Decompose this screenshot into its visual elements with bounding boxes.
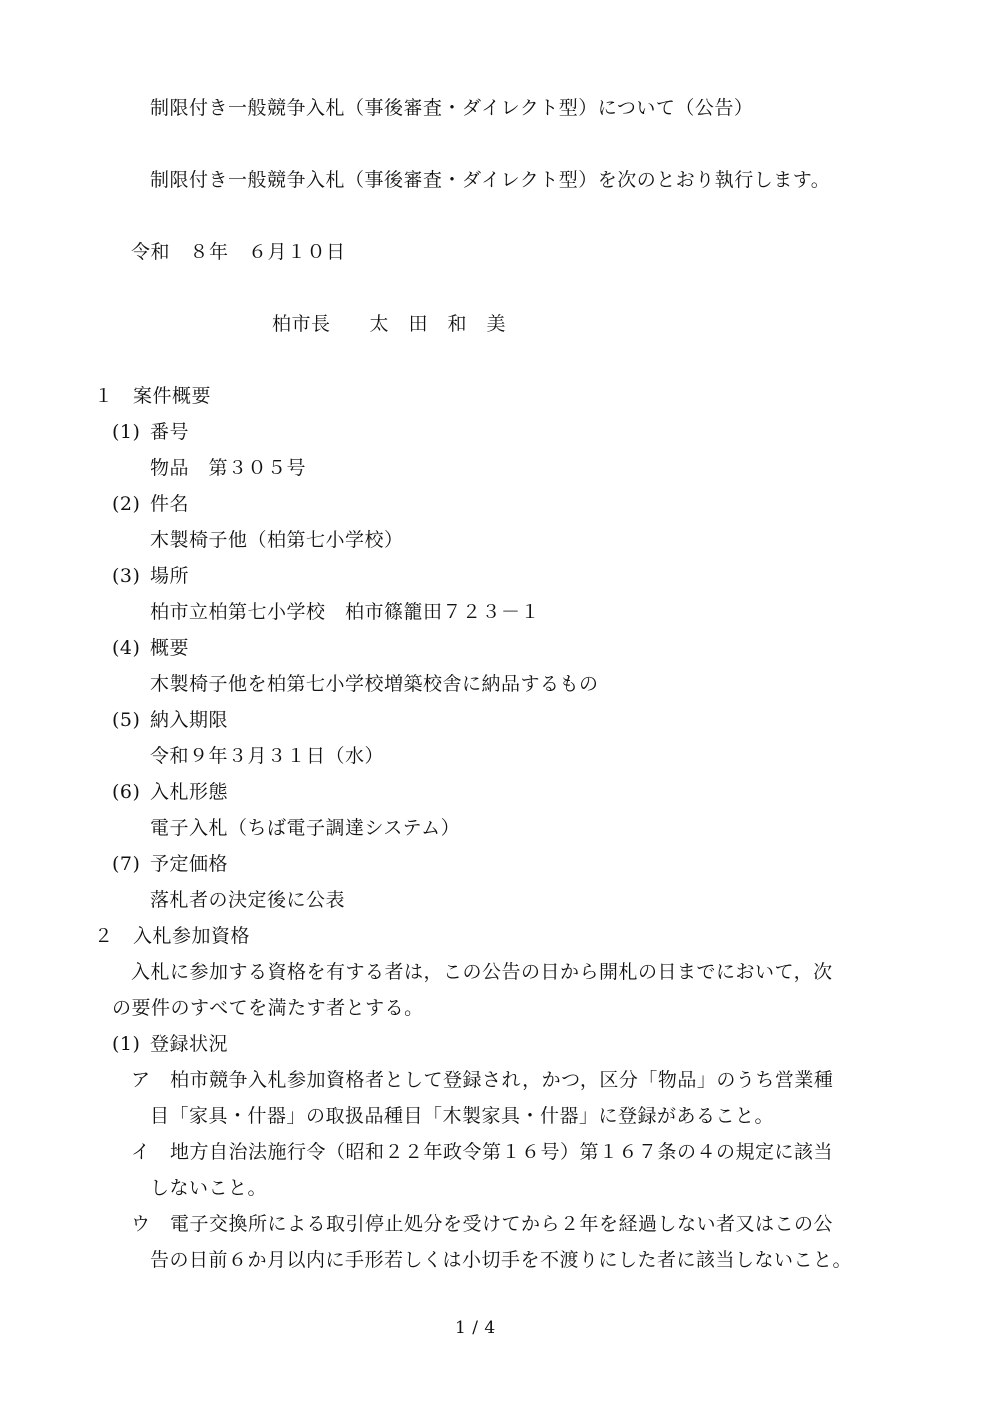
clause-a-line1: 柏市競争入札参加資格者として登録され，かつ，区分「物品」のうち営業種 <box>170 1069 834 1091</box>
item-3-title: 場所 <box>150 565 190 587</box>
section2-paragraph-line2: の要件のすべてを満たす者とする。 <box>112 997 424 1019</box>
document-title: 制限付き一般競争入札（事後審査・ダイレクト型）について（公告） <box>150 97 754 119</box>
clause-u-mark: ウ <box>131 1213 151 1235</box>
item-1-title: 番号 <box>150 421 190 443</box>
sub1-label: (1) <box>112 1033 141 1055</box>
item-4-label: (4) <box>112 637 141 659</box>
clause-u-line1: 電子交換所による取引停止処分を受けてから２年を経過しない者又はこの公 <box>170 1213 834 1235</box>
item-7-label: (7) <box>112 853 141 875</box>
item-2-value: 木製椅子他（柏第七小学校） <box>150 529 404 551</box>
item-5-title: 納入期限 <box>150 709 229 731</box>
item-6-title: 入札形態 <box>150 781 229 803</box>
clause-i-line2: しないこと。 <box>150 1177 268 1199</box>
section2-paragraph-line1: 入札に参加する資格を有する者は，この公告の日から開札の日までにおいて，次 <box>131 961 833 983</box>
clause-a-line2: 目「家具・什器」の取扱品種目「木製家具・什器」に登録があること。 <box>150 1105 775 1127</box>
item-1-value: 物品 第３０５号 <box>150 457 307 479</box>
intro-text: 制限付き一般競争入札（事後審査・ダイレクト型）を次のとおり執行します。 <box>150 169 831 191</box>
item-3-label: (3) <box>112 565 141 587</box>
clause-i-mark: イ <box>131 1141 151 1163</box>
sub1-title: 登録状況 <box>150 1033 229 1055</box>
item-6-label: (6) <box>112 781 141 803</box>
item-4-title: 概要 <box>150 637 190 659</box>
page-number: 1 / 4 <box>455 1318 496 1338</box>
item-2-title: 件名 <box>150 493 190 515</box>
item-5-label: (5) <box>112 709 141 731</box>
item-1-label: (1) <box>112 421 141 443</box>
item-2-label: (2) <box>112 493 141 515</box>
item-3-value: 柏市立柏第七小学校 柏市篠籠田７２３－１ <box>150 601 541 623</box>
section1-heading: １ 案件概要 <box>94 385 212 407</box>
item-4-value: 木製椅子他を柏第七小学校増築校舎に納品するもの <box>150 673 599 695</box>
item-5-value: 令和９年３月３１日（水） <box>150 745 385 767</box>
item-7-title: 予定価格 <box>150 853 229 875</box>
notice-date: 令和 ８年 ６月１０日 <box>131 241 346 263</box>
section2-heading: ２ 入札参加資格 <box>94 925 251 947</box>
item-6-value: 電子入札（ちば電子調達システム） <box>150 817 461 839</box>
clause-a-mark: ア <box>131 1069 151 1091</box>
signer: 柏市長 太 田 和 美 <box>272 313 507 335</box>
item-7-value: 落札者の決定後に公表 <box>150 889 346 911</box>
clause-i-line1: 地方自治法施行令（昭和２２年政令第１６号）第１６７条の４の規定に該当 <box>170 1141 834 1163</box>
clause-u-line2: 告の日前６か月以内に手形若しくは小切手を不渡りにした者に該当しないこと。 <box>150 1249 853 1271</box>
